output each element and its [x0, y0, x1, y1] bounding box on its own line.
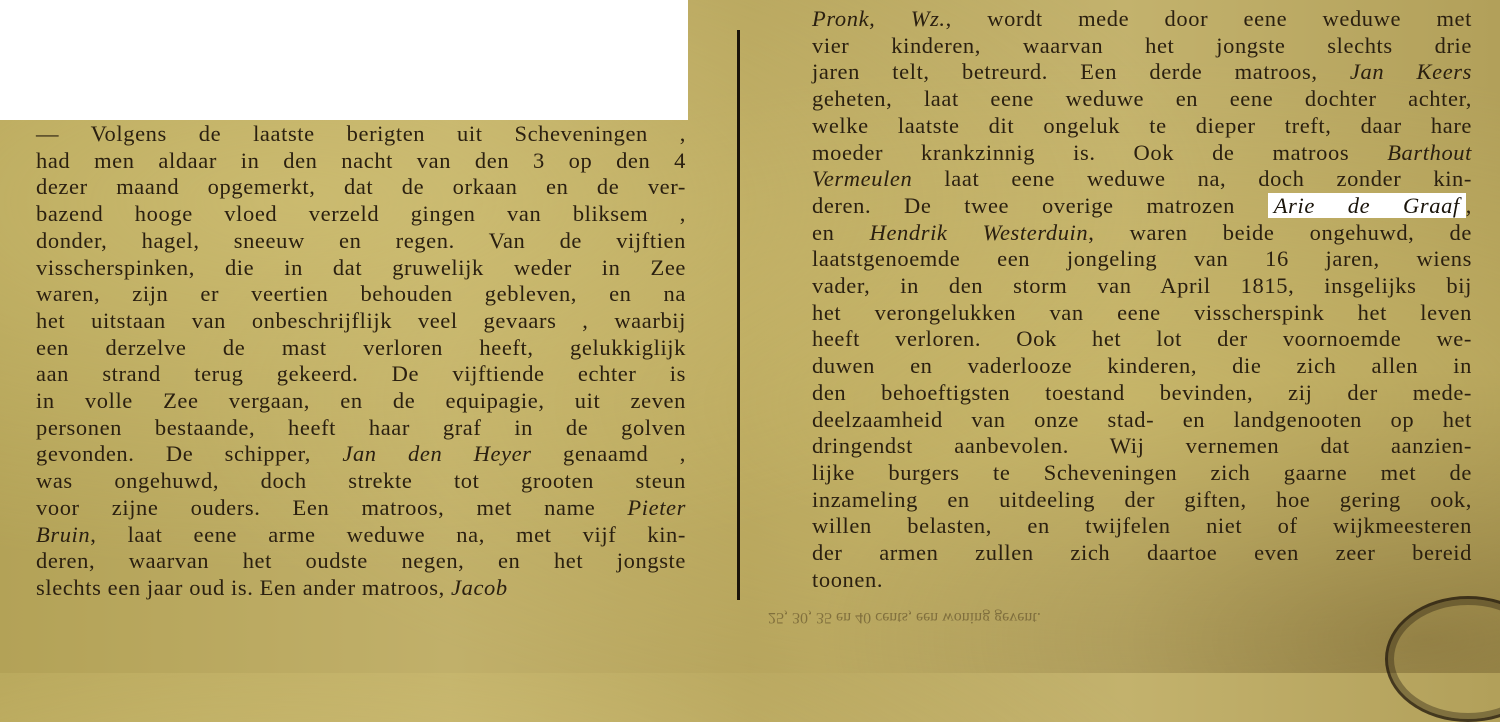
text-line — [812, 220, 1472, 247]
right-column — [812, 6, 1472, 593]
text-line: een derzelve de mast verloren heeft, gelukkiglijk — [36, 334, 686, 360]
text-line: den behoeftigsten toestand bevinden, zij der mede- — [812, 379, 1472, 405]
text-fragment: deren. De twee overige matrozen — [812, 192, 1235, 218]
text-line: personen bestaande, heeft haar graf in de golven — [36, 414, 686, 440]
text-line — [36, 522, 686, 549]
text-line: toonen. — [812, 566, 884, 592]
text-line: — Volgens de laatste berigten uit Scheveningen , — [36, 121, 686, 146]
text-line: het uitstaan van onbeschrijflijk veel gevaars , waarbij — [36, 307, 686, 333]
text-line: der armen zullen zich daartoe even zeer bereid — [812, 540, 1472, 566]
text-line: het verongelukken van eene visscherspink het leven — [812, 299, 1472, 325]
text-line: deren, waarvan het oudste negen, en het jongste — [36, 548, 686, 574]
text-line: inzameling en uitdeeling der giften, hoe gering ook, — [812, 486, 1472, 512]
text-fragment: , laat eene arme weduwe na, met vijf kin- — [90, 521, 686, 547]
text-fragment: slechts een jaar oud is. Een ander matroos, — [36, 574, 445, 600]
column-divider — [737, 30, 740, 600]
text-line: aan strand terug gekeerd. De vijftiende echter is — [36, 361, 686, 387]
highlighted-name: Arie de Graaf — [1268, 193, 1466, 218]
redaction-box — [0, 0, 688, 120]
text-line: had men aldaar in den nacht van den 3 op den 4 — [36, 147, 686, 173]
text-fragment: geheten — [812, 86, 887, 112]
text-fragment: , — [1465, 192, 1473, 218]
left-column — [36, 121, 686, 602]
text-fragment: en — [812, 219, 835, 245]
text-line: deelzaamheid van onze stad- en landgenooten op het — [812, 406, 1472, 432]
text-line: dezer maand opgemerkt, dat de orkaan en de ver- — [36, 174, 686, 200]
text-line — [812, 59, 1472, 86]
text-fragment: jaren telt, betreurd. Een derde matroos, — [812, 59, 1318, 85]
text-line — [812, 166, 1472, 193]
text-line: welke laatste dit ongeluk te dieper treft, daar hare — [812, 112, 1472, 138]
text-line: in volle Zee vergaan, en de equipagie, uit zeven — [36, 388, 686, 414]
person-name: Barthout — [1387, 139, 1472, 165]
person-name: Pronk, Wz. — [812, 6, 946, 31]
text-line: waren, zijn er veertien behouden gebleven, en na — [36, 281, 686, 307]
person-name: Pieter — [627, 494, 686, 520]
text-line — [812, 140, 1472, 167]
text-line: vader, in den storm van April 1815, insgelijks bij — [812, 273, 1472, 299]
text-line — [36, 495, 686, 522]
text-line — [812, 193, 1472, 220]
person-name: Jan den Heyer — [342, 441, 532, 467]
text-line — [812, 86, 1472, 113]
text-line: visscherspinken, die in dat gruwelijk weder in Zee — [36, 254, 686, 280]
bleed-through-text: 25, 30, 35 en 40 cents, een woning gevent. — [768, 609, 1041, 626]
text-fragment: genaamd , — [562, 441, 686, 467]
text-line: duwen en vaderlooze kinderen, die zich allen in — [812, 353, 1472, 379]
text-fragment: , wordt mede door eene weduwe met — [945, 6, 1472, 31]
text-line: was ongehuwd, doch strekte tot grooten steun — [36, 468, 686, 494]
text-fragment: gevonden. De schipper, — [36, 441, 311, 467]
text-fragment: laat eene weduwe na, doch zonder kin- — [944, 166, 1472, 192]
text-line — [36, 575, 686, 602]
text-line: vier kinderen, waarvan het jongste slechts drie — [812, 32, 1472, 58]
text-fragment: voor zijne ouders. Een matroos, met name — [36, 494, 596, 520]
text-line: donder, hagel, sneeuw en regen. Van de vijftien — [36, 227, 686, 253]
text-fragment: moeder krankzinnig is. Ook de matroos — [812, 139, 1350, 165]
person-name: Bruin — [36, 521, 91, 547]
text-line — [36, 441, 686, 468]
text-line: dringendst aanbevolen. Wij vernemen dat aanzien- — [812, 433, 1472, 459]
text-line — [812, 6, 1472, 33]
text-line: laatstgenoemde een jongeling van 16 jaren, wiens — [812, 246, 1472, 272]
text-line: heeft verloren. Ook het lot der voornoemde we- — [812, 326, 1472, 352]
person-name: Jacob — [451, 574, 508, 600]
text-line: lijke burgers te Scheveningen zich gaarne met de — [812, 459, 1472, 485]
text-line: willen belasten, en twijfelen niet of wijkmeesteren — [812, 513, 1472, 539]
person-name: Jan Keers — [1349, 59, 1472, 85]
text-fragment: , laat eene weduwe en eene dochter achter, — [886, 86, 1472, 112]
text-fragment: , waren beide ongehuwd, de — [1088, 219, 1472, 245]
text-line: bazend hooge vloed verzeld gingen van bliksem , — [36, 201, 686, 227]
person-name: Hendrik Westerduin — [869, 219, 1089, 245]
person-name: Vermeulen — [812, 166, 913, 192]
